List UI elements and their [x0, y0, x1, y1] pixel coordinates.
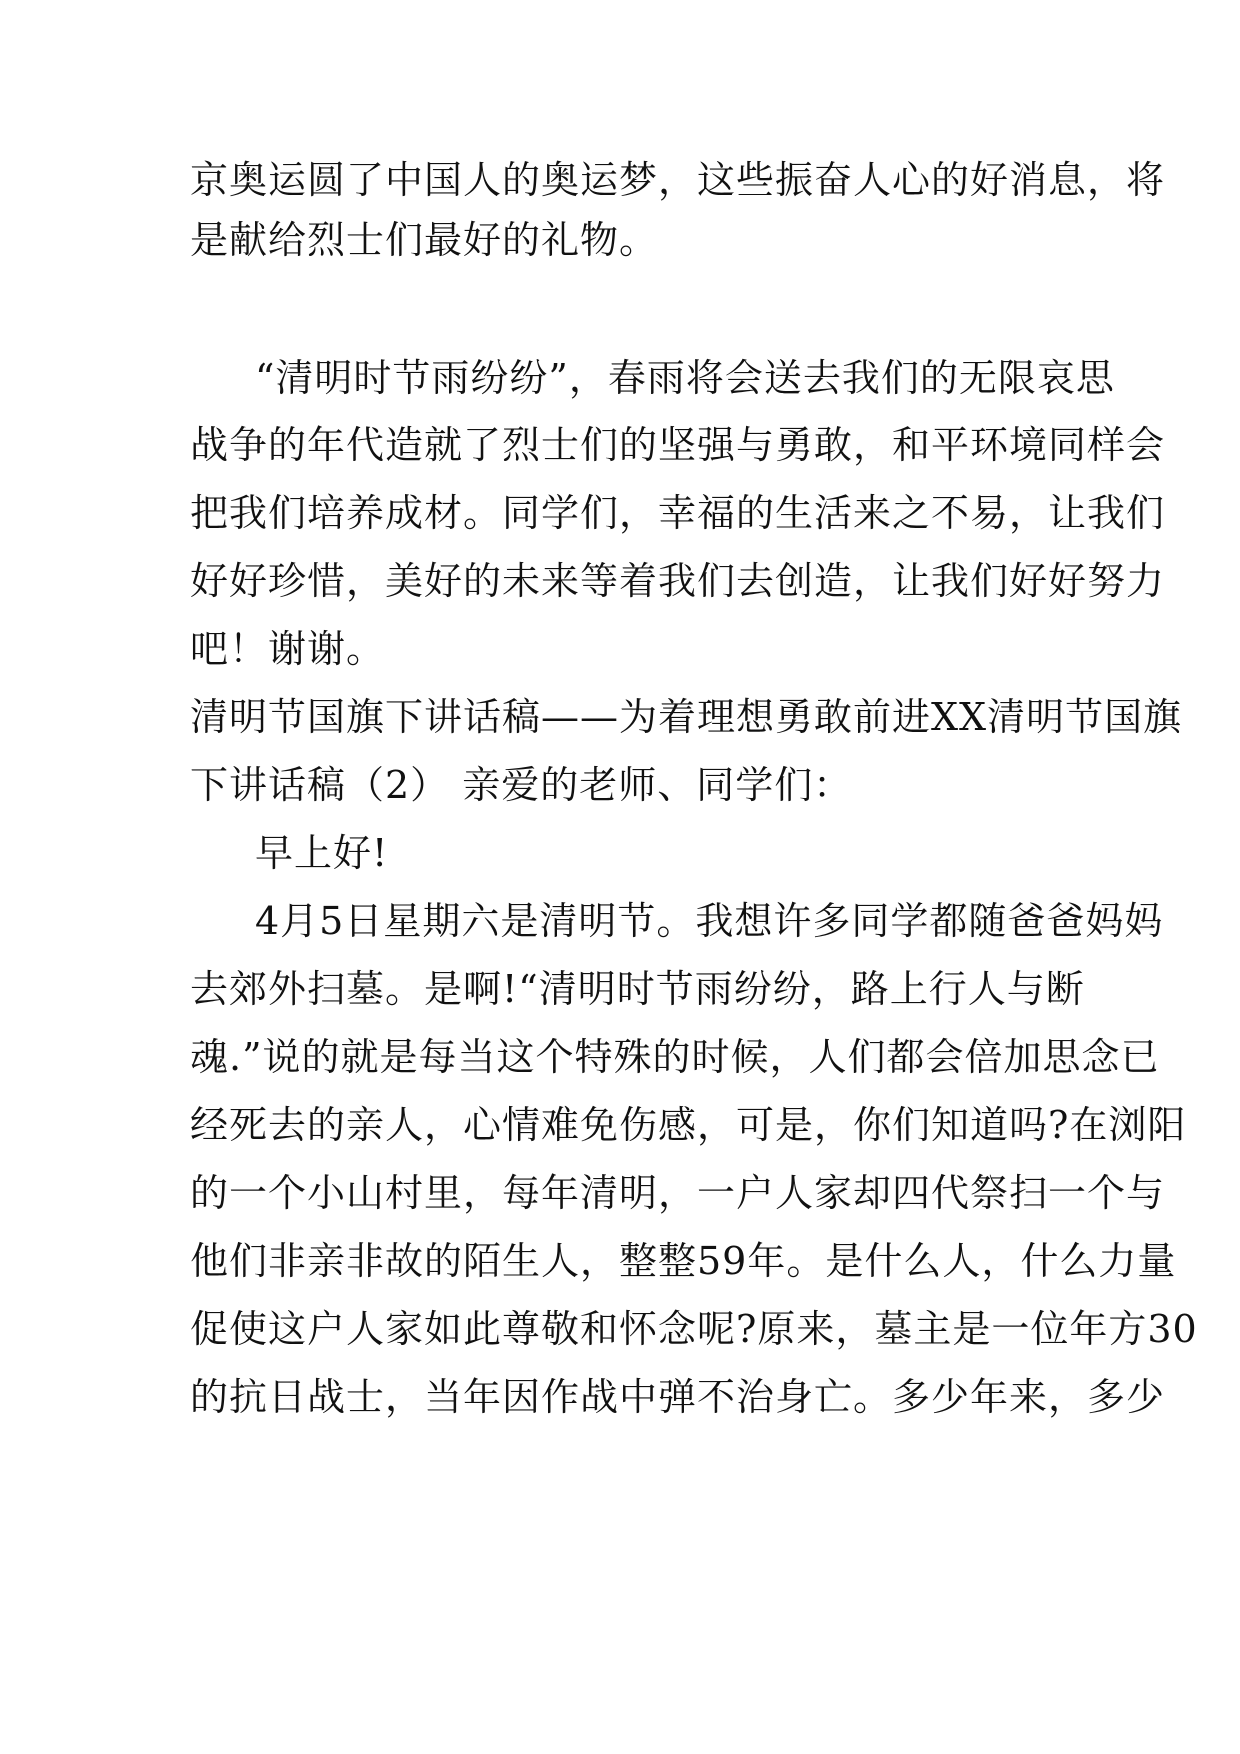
paragraph-line: 经死去的亲人，心情难免伤感，可是，你们知道吗?在浏阳 — [190, 1103, 1187, 1147]
paragraph-line: 去郊外扫墓。是啊!“清明时节雨纷纷，路上行人与断 — [190, 967, 1085, 1011]
paragraph-line: 好好珍惜，美好的未来等着我们去创造，让我们好好努力 — [190, 559, 1166, 603]
paragraph-line: 4月5日星期六是清明节。我想许多同学都随爸爸妈妈 — [255, 899, 1164, 943]
paragraph-line: 吧！谢谢。 — [190, 627, 386, 671]
paragraph-line: 的一个小山村里，每年清明，一户人家却四代祭扫一个与 — [190, 1171, 1166, 1215]
greeting-line: 早上好! — [255, 831, 389, 875]
paragraph-line: 魂.”说的就是每当这个特殊的时候，人们都会倍加思念已 — [190, 1035, 1160, 1079]
paragraph-line: 战争的年代造就了烈士们的坚强与勇敢，和平环境同样会 — [190, 423, 1166, 467]
section-heading-line: 下讲话稿（2） 亲爱的老师、同学们： — [190, 763, 853, 807]
paragraph-line: 把我们培养成材。同学们，幸福的生活来之不易，让我们 — [190, 491, 1166, 535]
section-heading-line: 清明节国旗下讲话稿——为着理想勇敢前进XX清明节国旗 — [190, 695, 1183, 739]
paragraph-line: 促使这户人家如此尊敬和怀念呢?原来，墓主是一位年方30 — [190, 1307, 1198, 1351]
paragraph-line: 他们非亲非故的陌生人，整整59年。是什么人，什么力量 — [190, 1239, 1177, 1283]
paragraph-line: 是献给烈士们最好的礼物。 — [190, 218, 659, 262]
paragraph-line: “清明时节雨纷纷”，春雨将会送去我们的无限哀思 — [255, 356, 1115, 400]
paragraph-line: 的抗日战士，当年因作战中弹不治身亡。多少年来，多少 — [190, 1375, 1166, 1419]
paragraph-line: 京奥运圆了中国人的奥运梦，这些振奋人心的好消息，将 — [190, 158, 1166, 202]
